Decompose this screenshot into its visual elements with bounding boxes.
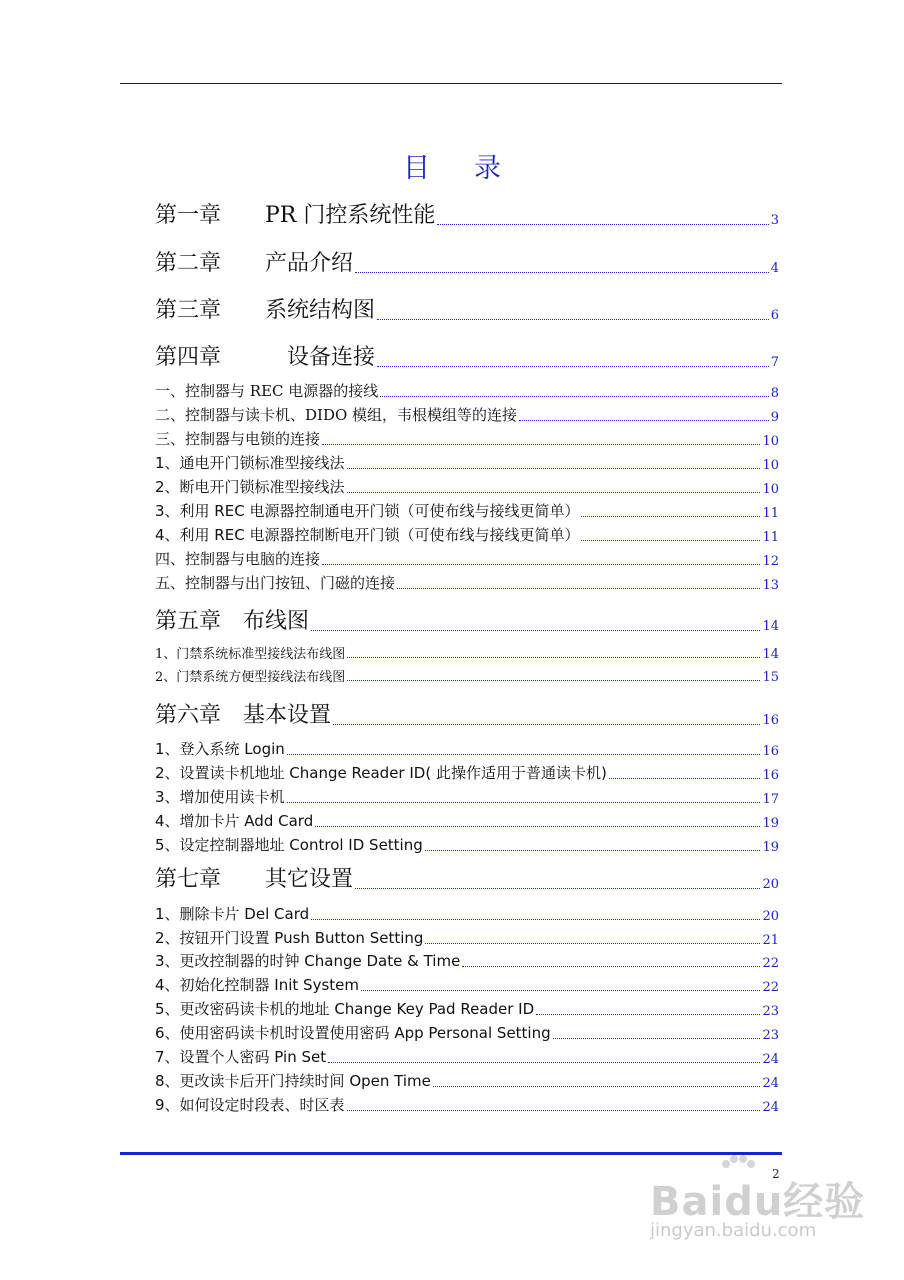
toc-section[interactable] [155, 548, 779, 569]
toc-page-number: 8 [770, 386, 779, 401]
toc-page-number: 16 [762, 713, 779, 728]
toc-section-label: 3、增加使用读卡机 [155, 788, 285, 806]
toc-chapter-2[interactable] [155, 246, 779, 277]
toc-section[interactable] [155, 998, 779, 1019]
toc-page-number: 19 [762, 816, 779, 831]
dot-leader [609, 778, 761, 779]
toc-page-number: 23 [762, 1028, 779, 1043]
dot-leader [361, 990, 760, 991]
toc-section[interactable] [155, 950, 779, 971]
toc-section[interactable] [155, 380, 779, 401]
toc-page-number: 11 [762, 506, 779, 521]
toc-page-number: 17 [762, 792, 779, 807]
dot-leader [380, 396, 768, 397]
toc-section-label: 4、初始化控制器 Init System [155, 976, 359, 994]
toc-section[interactable] [155, 834, 779, 855]
toc-section[interactable] [155, 762, 779, 783]
toc-page-number: 19 [762, 840, 779, 855]
toc-section[interactable] [155, 500, 779, 521]
toc-page-number: 24 [762, 1100, 779, 1115]
toc-section-label: 3、利用 REC 电源器控制通电开门锁（可使布线与接线更简单） [155, 502, 580, 520]
toc-section[interactable] [155, 524, 779, 545]
dot-leader [553, 1038, 761, 1039]
toc-page-number: 14 [762, 647, 779, 662]
toc-section-label: 4、利用 REC 电源器控制断电开门锁（可使布线与接线更简单） [155, 526, 580, 544]
toc-page-number: 13 [762, 578, 779, 593]
toc-page-number: 3 [770, 213, 779, 228]
toc-page-number: 16 [762, 744, 779, 759]
dot-leader [355, 272, 769, 273]
footer-rule [120, 1152, 782, 1155]
toc-title [0, 146, 904, 185]
toc-section-label: 2、门禁系统方便型接线法布线图 [155, 670, 346, 685]
toc-page-number: 11 [762, 530, 779, 545]
dot-leader [433, 1086, 761, 1087]
dot-leader [347, 1110, 761, 1111]
toc-section[interactable] [155, 1070, 779, 1091]
toc-section[interactable] [155, 666, 779, 685]
toc-page-number: 22 [762, 980, 779, 995]
dot-leader [462, 966, 760, 967]
dot-leader [536, 1014, 760, 1015]
watermark-url: jingyan.baidu.com [650, 1220, 817, 1241]
dot-leader [315, 826, 760, 827]
toc-page-number: 16 [762, 768, 779, 783]
toc-page-number: 9 [770, 410, 779, 425]
dot-leader [347, 468, 761, 469]
toc-section-label: 6、使用密码读卡机时设置使用密码 App Personal Setting [155, 1024, 551, 1042]
dot-leader [437, 224, 768, 225]
dot-leader [311, 630, 760, 631]
toc-chapter-1[interactable] [155, 198, 779, 229]
toc-page-number: 20 [762, 877, 779, 892]
toc-section[interactable] [155, 786, 779, 807]
toc-chapter-4[interactable] [155, 340, 779, 371]
toc-page-number: 22 [762, 956, 779, 971]
page-number: 2 [772, 1167, 780, 1181]
toc-page-number: 24 [762, 1076, 779, 1091]
toc-section[interactable] [155, 1022, 779, 1043]
dot-leader [347, 680, 760, 681]
dot-leader [425, 850, 761, 851]
dot-leader [377, 319, 769, 320]
dot-leader [328, 1062, 760, 1063]
dot-leader [425, 943, 760, 944]
toc-chapter-label: 第三章 系统结构图 [155, 298, 376, 323]
baidu-watermark [650, 1158, 880, 1268]
dot-leader [322, 444, 760, 445]
toc-section-label: 三、控制器与电锁的连接 [155, 430, 321, 448]
dot-leader [347, 492, 761, 493]
toc-section[interactable] [155, 974, 779, 995]
toc-section-label: 1、通电开门锁标准型接线法 [155, 454, 345, 472]
toc-chapter-6[interactable] [155, 698, 779, 729]
toc-section-label: 2、断电开门锁标准型接线法 [155, 478, 345, 496]
toc-section[interactable] [155, 476, 779, 497]
toc-page-number: 7 [770, 355, 779, 370]
toc-section-label: 5、更改密码读卡机的地址 Change Key Pad Reader ID [155, 1000, 535, 1018]
dot-leader [311, 919, 760, 920]
toc-section[interactable] [155, 572, 779, 593]
toc-chapter-label: 第五章 布线图 [155, 609, 310, 634]
toc-section-label: 3、更改控制器的时钟 Change Date & Time [155, 952, 461, 970]
toc-section-label: 8、更改读卡后开门持续时间 Open Time [155, 1072, 431, 1090]
toc-section[interactable] [155, 1046, 779, 1067]
toc-chapter-3[interactable] [155, 293, 779, 324]
dot-leader [333, 724, 760, 725]
toc-section-label: 5、设定控制器地址 Control ID Setting [155, 836, 423, 854]
toc-section[interactable] [155, 428, 779, 449]
toc-section-label: 1、删除卡片 Del Card [155, 905, 310, 923]
dot-leader [581, 516, 760, 517]
dot-leader [347, 657, 760, 658]
toc-section[interactable] [155, 452, 779, 473]
toc-chapter-label: 第四章 设备连接 [155, 345, 376, 370]
toc-chapter-label: 第六章 基本设置 [155, 703, 332, 728]
dot-leader [287, 802, 761, 803]
toc-section[interactable] [155, 404, 779, 425]
header-rule [120, 83, 782, 84]
toc-page-number: 20 [762, 909, 779, 924]
toc-page-number: 10 [762, 434, 779, 449]
toc-title-left: 目 [403, 153, 430, 184]
toc-page-number: 12 [762, 554, 779, 569]
toc-page-number: 10 [762, 482, 779, 497]
toc-section-label: 4、增加卡片 Add Card [155, 812, 314, 830]
toc-section-label: 1、登入系统 Login [155, 740, 285, 758]
toc-section-label: 2、按钮开门设置 Push Button Setting [155, 929, 424, 947]
toc-section-label: 9、如何设定时段表、时区表 [155, 1096, 345, 1114]
toc-section[interactable] [155, 643, 779, 662]
toc-chapter-label: 第二章 产品介绍 [155, 251, 354, 276]
toc-chapter-label: 第一章 PR 门控系统性能 [155, 203, 436, 228]
dot-leader [377, 366, 769, 367]
toc-page-number: 24 [762, 1052, 779, 1067]
toc-section[interactable] [155, 927, 779, 948]
toc-page-number: 14 [762, 619, 779, 634]
toc-chapter-label: 第七章 其它设置 [155, 867, 354, 892]
dot-leader [287, 754, 761, 755]
toc-section-label: 2、设置读卡机地址 Change Reader ID( 此操作适用于普通读卡机) [155, 764, 607, 782]
toc-section-label: 1、门禁系统标准型接线法布线图 [155, 647, 346, 662]
toc-section-label: 一、控制器与 REC 电源器的接线 [155, 382, 379, 400]
toc-section[interactable] [155, 810, 779, 831]
toc-page-number: 6 [770, 308, 779, 323]
dot-leader [397, 588, 760, 589]
toc-section[interactable] [155, 1094, 779, 1115]
dot-leader [519, 420, 769, 421]
toc-page-number: 21 [762, 933, 779, 948]
toc-section[interactable] [155, 903, 779, 924]
toc-section[interactable] [155, 738, 779, 759]
dot-leader [581, 540, 760, 541]
toc-chapter-5[interactable] [155, 604, 779, 635]
toc-section-label: 四、控制器与电脑的连接 [155, 550, 321, 568]
toc-page-number: 15 [762, 670, 779, 685]
toc-page-number: 23 [762, 1004, 779, 1019]
toc-section-label: 7、设置个人密码 Pin Set [155, 1048, 327, 1066]
watermark-logo: Baidu经验 [650, 1179, 866, 1225]
toc-title-right: 录 [474, 153, 501, 184]
toc-section-label: 五、控制器与出门按钮、门磁的连接 [155, 574, 396, 592]
toc-page-number: 4 [770, 261, 779, 276]
toc-section-label: 二、控制器与读卡机、DIDO 模组，韦根模组等的连接 [155, 406, 518, 424]
dot-leader [322, 564, 760, 565]
dot-leader [355, 888, 760, 889]
toc-chapter-7[interactable] [155, 862, 779, 893]
toc-page-number: 10 [762, 458, 779, 473]
